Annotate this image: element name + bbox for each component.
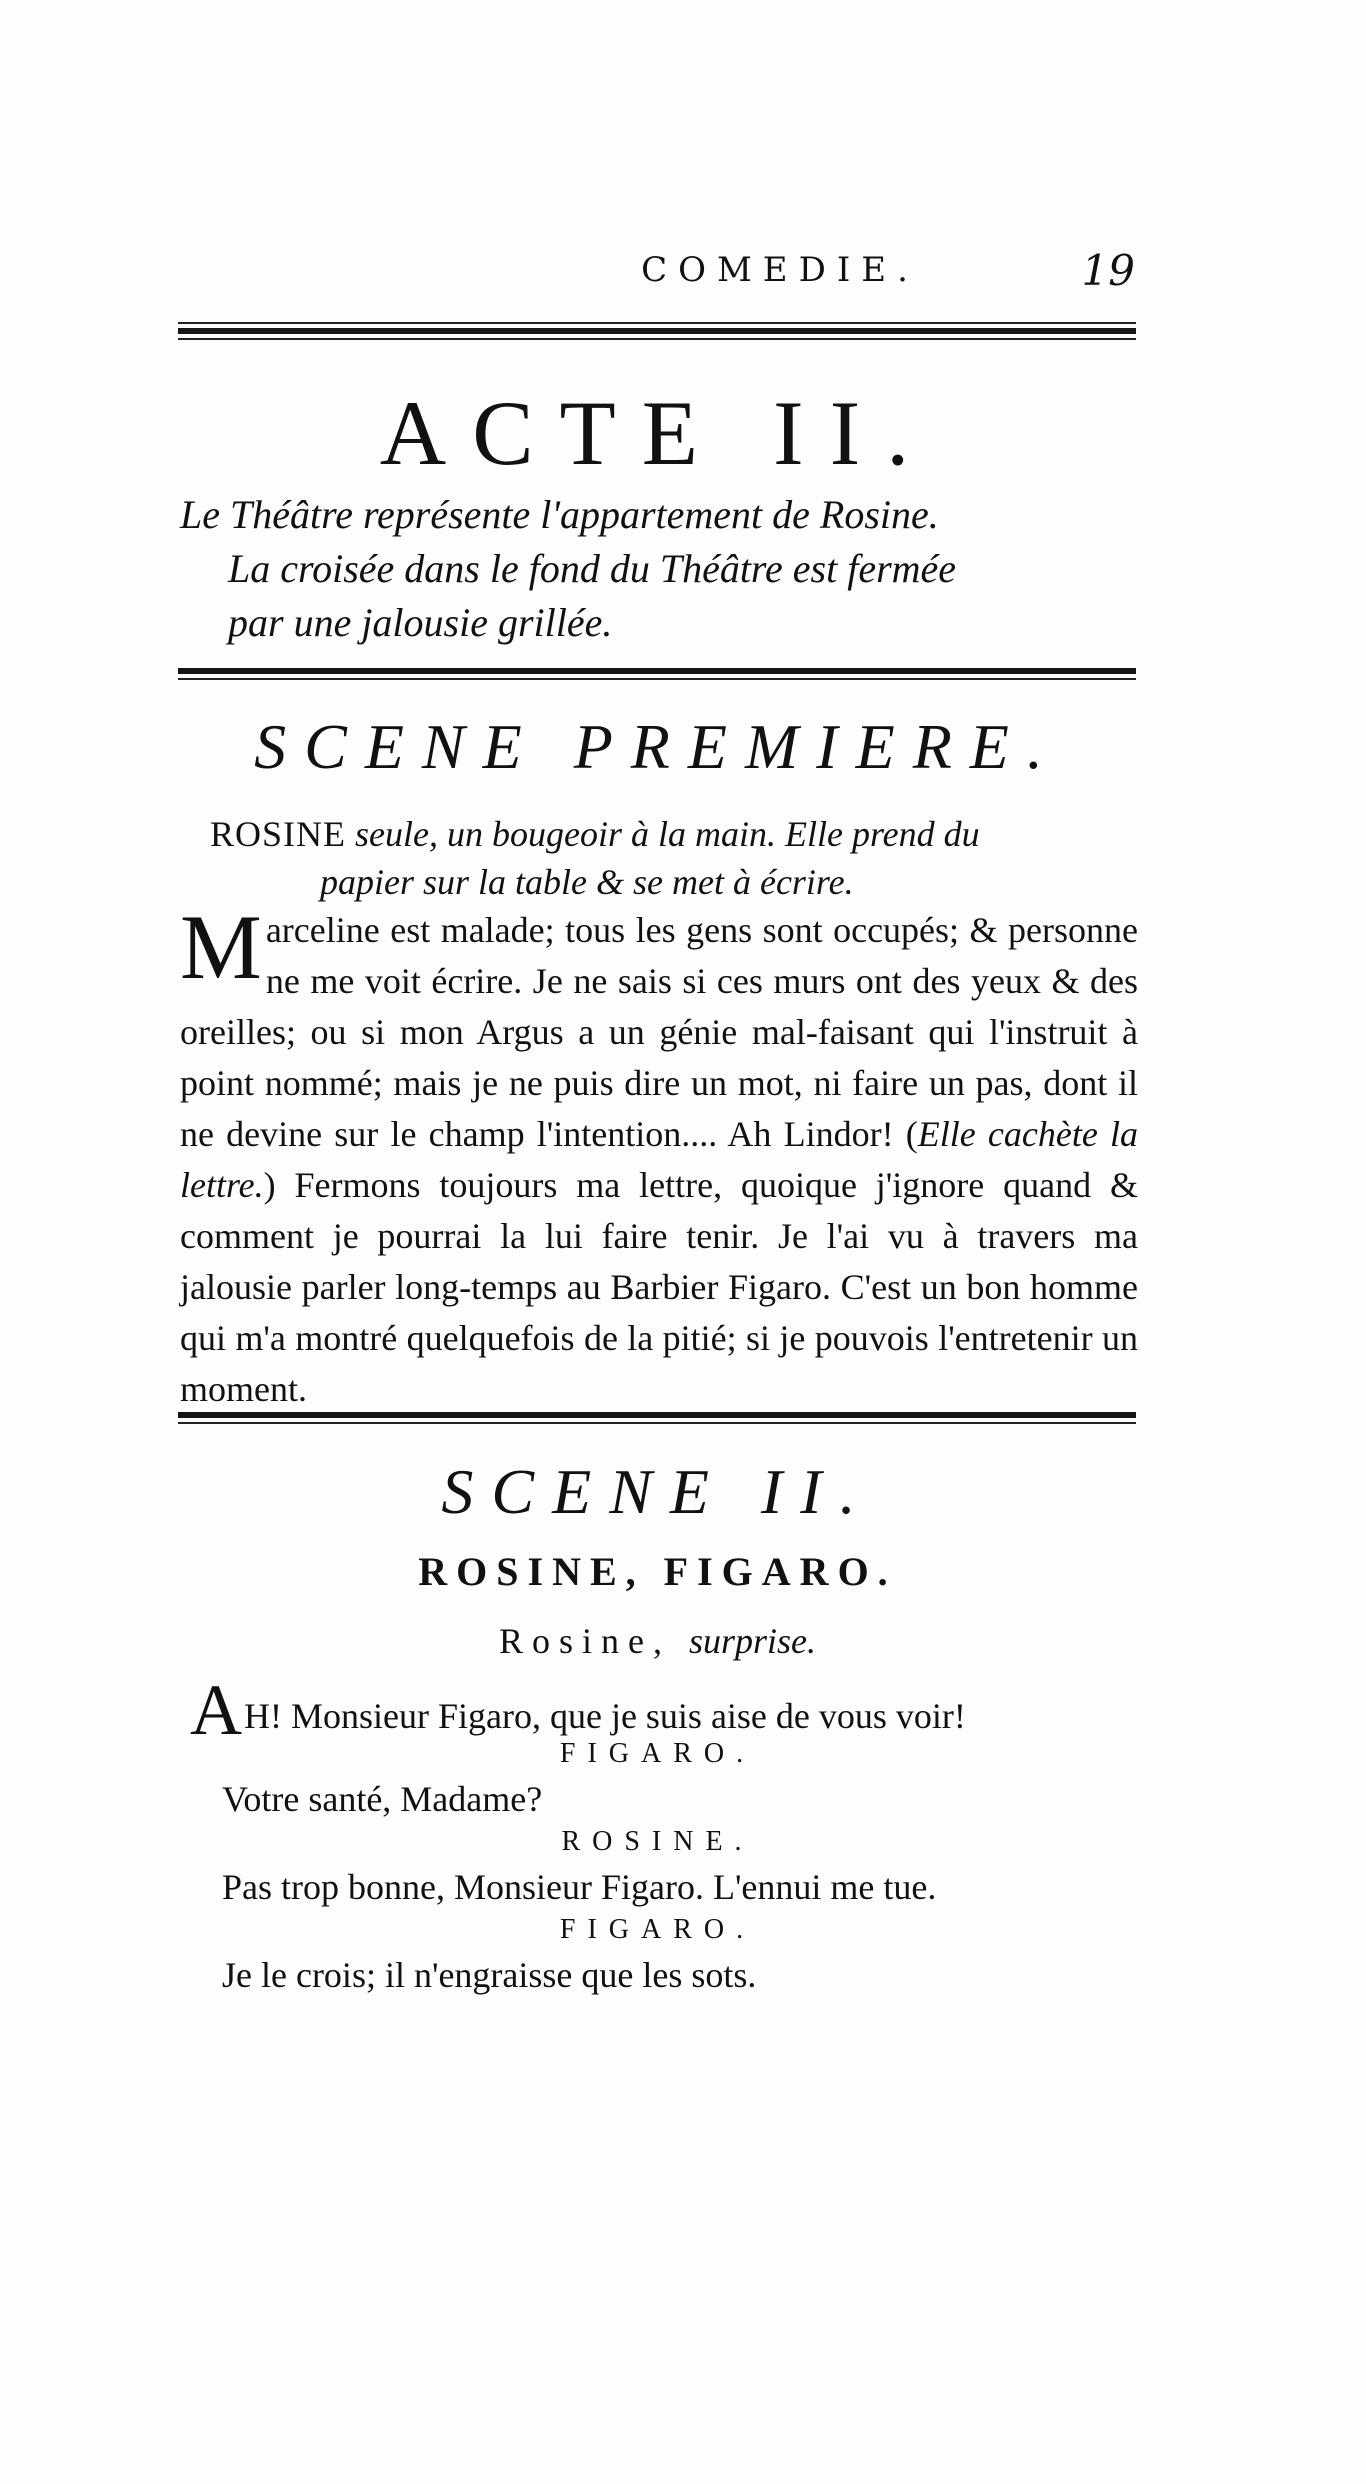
act-title: ACTE II. — [379, 382, 936, 484]
drop-cap: A — [190, 1670, 242, 1750]
scene-title: SCENE II. — [441, 1456, 874, 1527]
double-rule-scene — [178, 1412, 1136, 1424]
speaker-name: ROSINE — [210, 814, 347, 854]
speaker-heading: FIGARO. — [559, 1914, 756, 1945]
direction-text: surprise. — [688, 1621, 817, 1661]
dialogue-line: Pas trop bonne, Monsieur Figaro. L'ennui me tue. — [222, 1867, 937, 1907]
setting-line: par une jalousie grillée. — [228, 600, 613, 645]
direction-text: seule, un bougeoir à la main. Elle prend du — [355, 814, 980, 854]
dialogue-line: Votre santé, Madame? — [222, 1779, 543, 1819]
dialogue-text: H! Monsieur Figaro, que je suis aise de vous voir! — [244, 1696, 966, 1736]
monologue-text: arceline est malade; tous les gens sont occupés; & personne ne me voit écrire. Je ne sais si ces murs ont des yeux & des oreilles; ou si mon Argus a un génie mal-faisant qui l'instruit à point nommé; mais je ne puis dire un mot, ni faire un pas, dont il ne devine sur le champ l'intention.... Ah Lindor! ( — [180, 910, 1138, 1154]
speaker-heading: ROSINE. — [561, 1826, 754, 1857]
page-header — [180, 246, 1135, 310]
setting-line: Le Théâtre représente l'appartement de Rosine. — [180, 492, 939, 537]
double-rule-top — [178, 322, 1136, 340]
stage-aside: Elle cachète la lettre. — [180, 1114, 1138, 1205]
running-head: COMEDIE. — [641, 250, 919, 290]
stage-direction — [210, 810, 1140, 906]
scene-title: SCENE PREMIERE. — [254, 711, 1061, 782]
setting-line: La croisée dans le fond du Théâtre est fermée — [228, 546, 957, 591]
speaker-heading: FIGARO. — [559, 1738, 756, 1769]
speaker-heading — [180, 1620, 1135, 1662]
double-rule-act — [178, 668, 1136, 680]
page-number: 19 — [1081, 246, 1135, 295]
dialogue-line — [190, 1670, 1110, 1750]
monologue-paragraph — [180, 896, 1138, 1415]
monologue-text: ) Fermons toujours ma lettre, quoique j'ignore quand & comment je pourrai la lui faire tenir. Je l'ai vu à travers ma jalousie parler long-temps au Barbier Figaro. C'est un bon homme qui m'a montré quelquefois de la pitié; si je pouvois l'entretenir un moment. — [180, 1165, 1138, 1409]
scene-characters: ROSINE, FIGARO. — [418, 1549, 897, 1594]
direction-text: papier sur la table & se met à écrire. — [320, 862, 854, 902]
drop-cap: M — [180, 896, 262, 998]
dialogue-line: Je le crois; il n'engraisse que les sots. — [222, 1955, 757, 1995]
act-setting — [180, 488, 1135, 650]
speaker-name: Rosine, — [498, 1621, 671, 1661]
